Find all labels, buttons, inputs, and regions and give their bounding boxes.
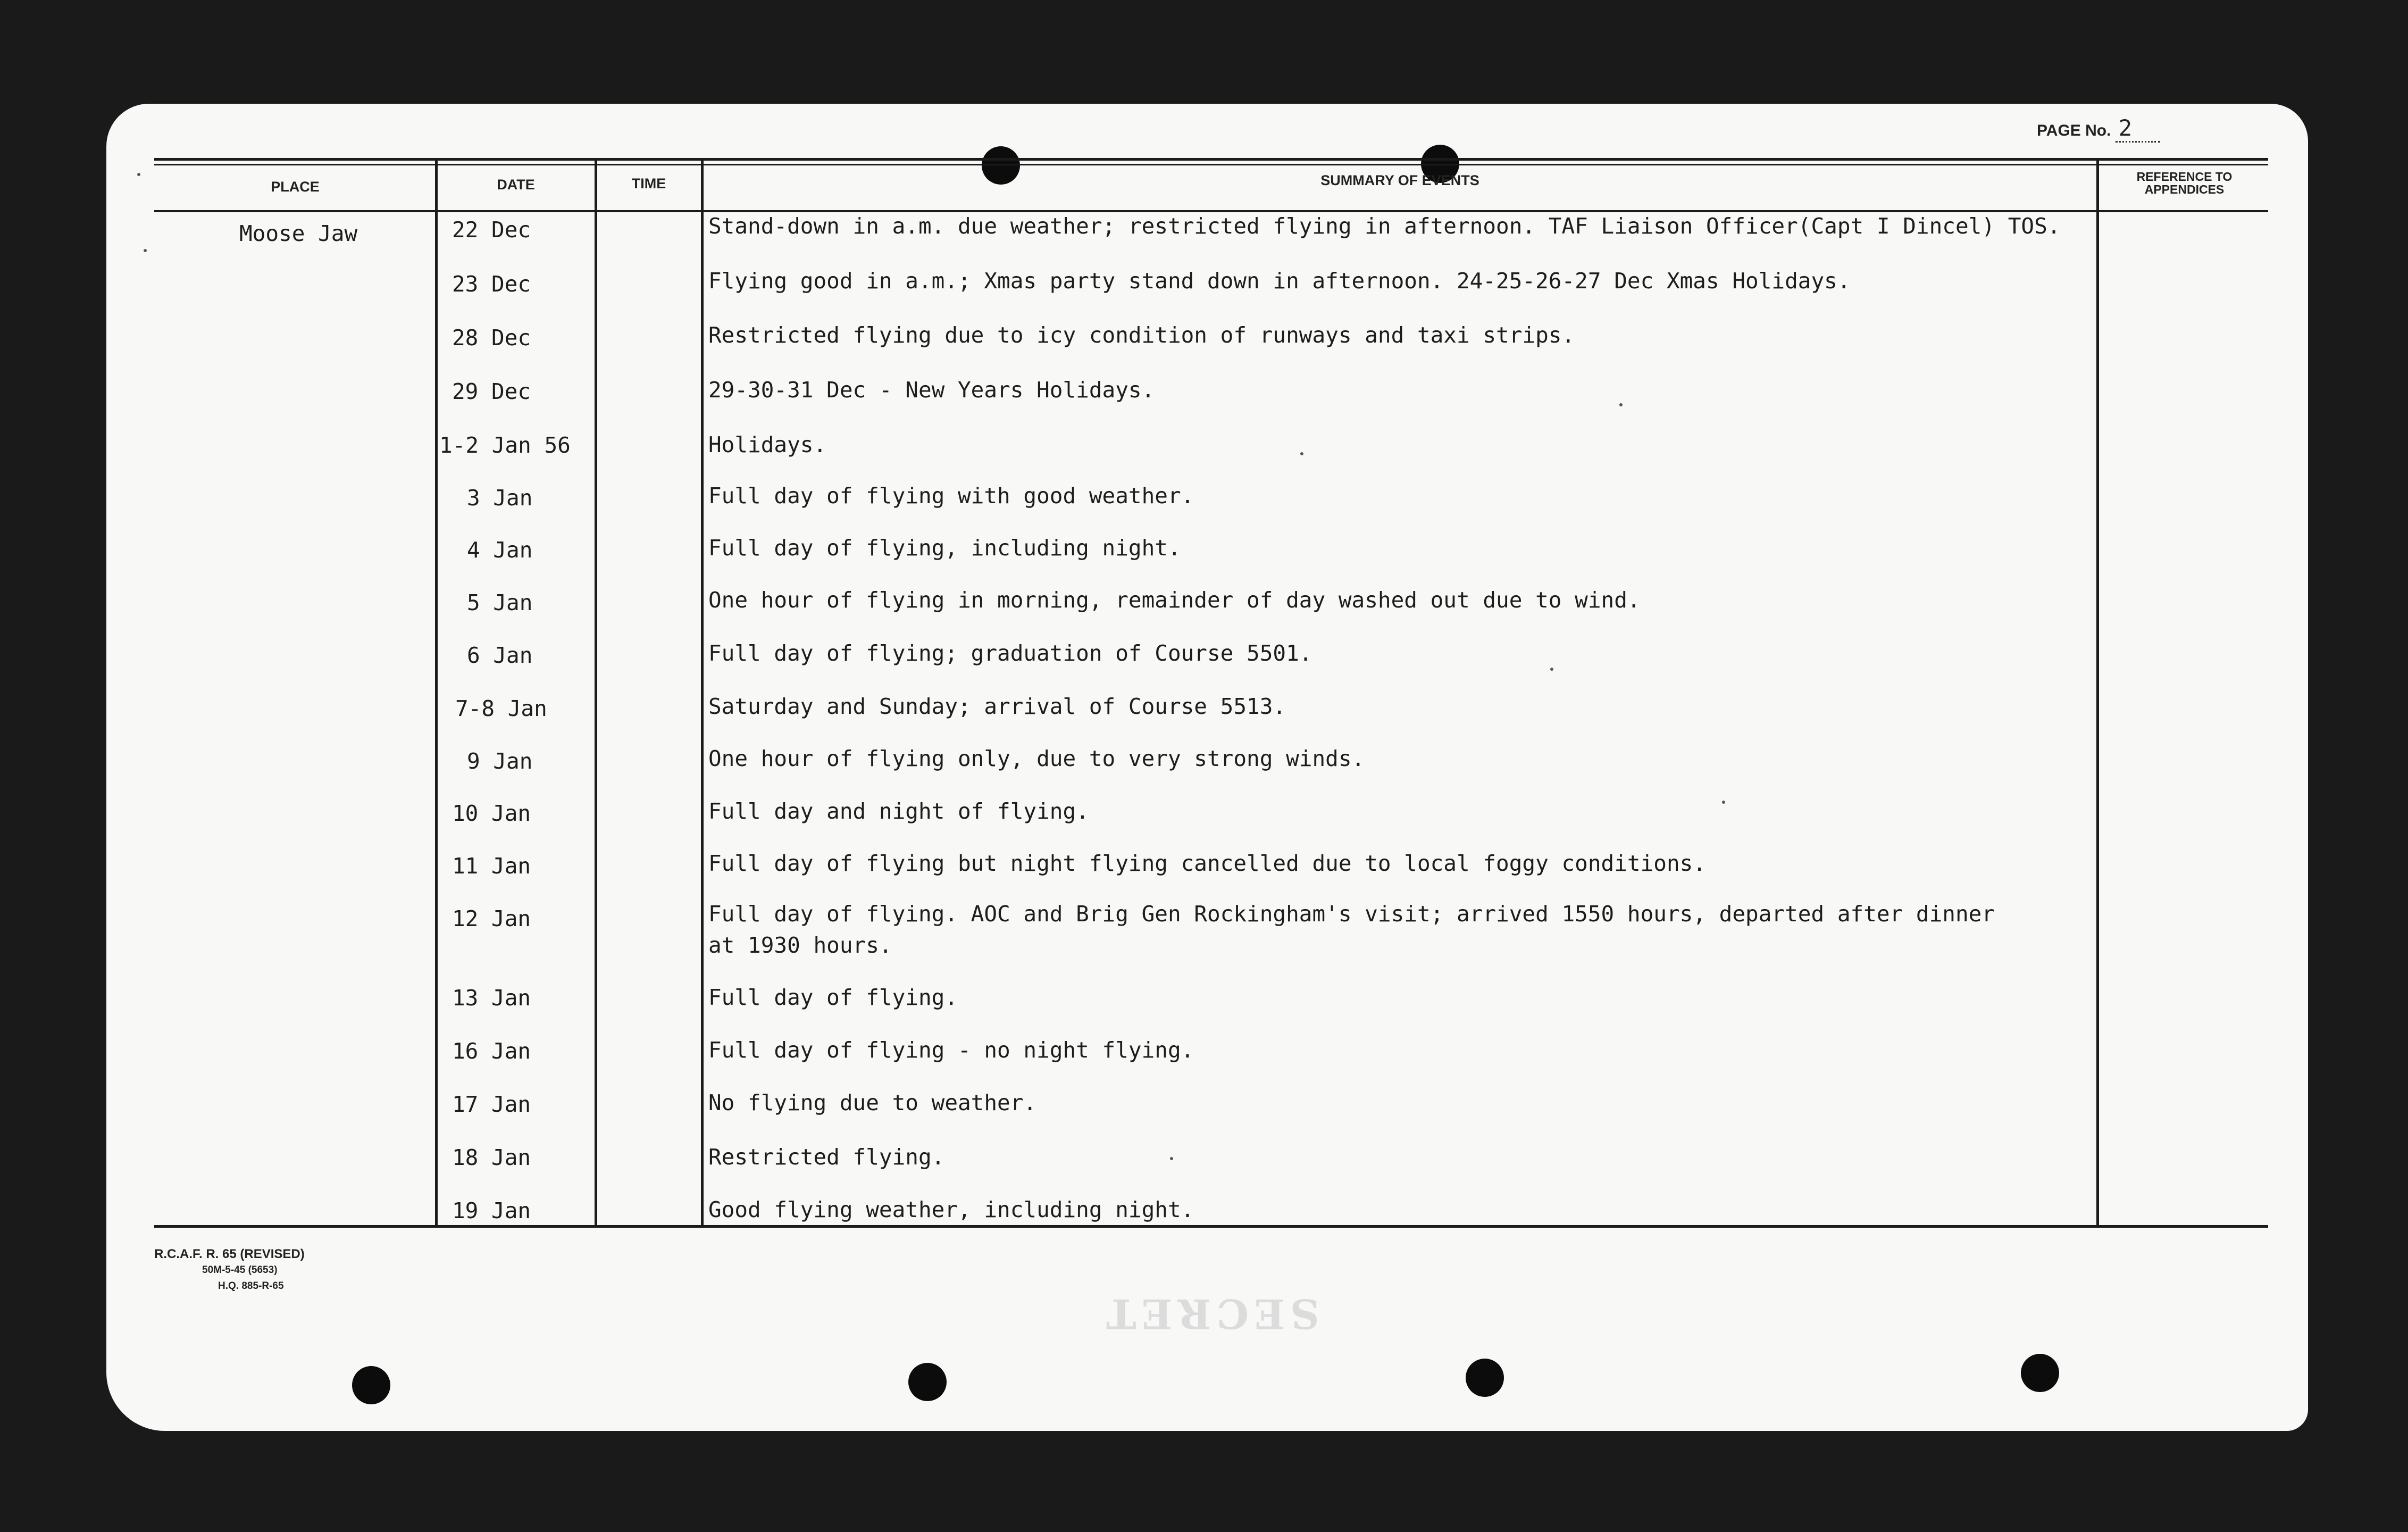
date-cell: 16 Jan: [452, 1038, 531, 1064]
summary-cell: Full day of flying. AOC and Brig Gen Rockingham's visit; arrived 1550 hours, departed after dinner: [708, 901, 1995, 927]
column-divider-summary: [2096, 160, 2099, 1228]
table-bottom-rule: [154, 1225, 2268, 1228]
form-number: R.C.A.F. R. 65 (REVISED): [154, 1247, 305, 1261]
summary-cell: Restricted flying.: [708, 1144, 945, 1170]
secret-stamp-bleedthrough: SECRET: [1101, 1290, 1319, 1337]
date-cell: 19 Jan: [452, 1198, 531, 1223]
punch-hole: [2021, 1354, 2059, 1392]
summary-cell: Full day and night of flying.: [708, 798, 1089, 824]
column-divider-time: [701, 160, 704, 1228]
summary-cell: 29-30-31 Dec - New Years Holidays.: [708, 377, 1155, 403]
summary-cell: Flying good in a.m.; Xmas party stand down in afternoon. 24-25-26-27 Dec Xmas Holidays.: [708, 268, 1851, 294]
table-top-rule: [154, 158, 2268, 161]
paper-speck: [1722, 801, 1725, 804]
date-cell: 7-8 Jan: [455, 696, 547, 721]
page-number: [2037, 115, 2160, 143]
summary-cell: Full day of flying; graduation of Course 5501.: [708, 640, 1312, 666]
paper-speck: [137, 173, 140, 176]
form-footer: [154, 1246, 305, 1294]
summary-cell: Stand-down in a.m. due weather; restricted flying in afternoon. TAF Liaison Officer(Capt I Dincel) TOS.: [708, 213, 2061, 239]
summary-cell: Good flying weather, including night.: [708, 1197, 1194, 1222]
date-cell: 10 Jan: [452, 801, 531, 826]
date-cell: 29 Dec: [452, 379, 531, 404]
header-place: PLACE: [271, 179, 320, 195]
paper-speck: [1300, 452, 1303, 455]
summary-cell: No flying due to weather.: [708, 1090, 1037, 1115]
form-hq-reference: H.Q. 885-R-65: [218, 1280, 284, 1292]
place-cell: Moose Jaw: [239, 221, 358, 246]
date-cell: 12 Jan: [452, 906, 531, 931]
date-cell: 4 Jan: [467, 537, 533, 563]
date-cell: 1-2 Jan 56: [439, 432, 571, 458]
paper-speck: [1170, 1157, 1173, 1160]
date-cell: 22 Dec: [452, 217, 531, 243]
summary-cell: Full day of flying but night flying cancelled due to local foggy conditions.: [708, 851, 1706, 876]
table-top-rule-inner: [154, 164, 2268, 165]
summary-cell: One hour of flying in morning, remainder of day washed out due to wind.: [708, 587, 1641, 613]
summary-cell: Full day of flying, including night.: [708, 535, 1181, 561]
header-reference-line2: APPENDICES: [2144, 182, 2225, 196]
summary-cell: Full day of flying - no night flying.: [708, 1037, 1194, 1063]
date-cell: 28 Dec: [452, 325, 531, 351]
header-time: TIME: [631, 176, 666, 192]
header-date: DATE: [497, 177, 535, 193]
summary-cell-continuation: at 1930 hours.: [708, 932, 892, 958]
summary-cell: Holidays.: [708, 432, 827, 457]
punch-hole: [908, 1363, 947, 1401]
column-divider-date: [595, 160, 597, 1228]
page-number-value: 2: [2116, 115, 2160, 143]
date-cell: 3 Jan: [467, 485, 533, 511]
summary-cell: One hour of flying only, due to very strong winds.: [708, 746, 1365, 771]
page-number-label: PAGE No.: [2037, 122, 2111, 139]
summary-cell: Restricted flying due to icy condition of runways and taxi strips.: [708, 322, 1575, 348]
punch-hole: [352, 1366, 390, 1404]
summary-cell: Full day of flying.: [708, 985, 958, 1010]
date-cell: 17 Jan: [452, 1092, 531, 1117]
column-divider-place: [435, 160, 438, 1228]
header-reference: [2101, 170, 2268, 196]
date-cell: 13 Jan: [452, 985, 531, 1011]
date-cell: 11 Jan: [452, 853, 531, 879]
summary-cell: Saturday and Sunday; arrival of Course 5513.: [708, 694, 1286, 719]
date-cell: 9 Jan: [467, 748, 533, 774]
paper-speck: [144, 249, 147, 252]
header-reference-line1: REFERENCE TO: [2136, 170, 2233, 184]
paper-speck: [1619, 403, 1623, 406]
form-print-run: 50M-5-45 (5653): [202, 1264, 278, 1276]
date-cell: 18 Jan: [452, 1145, 531, 1170]
date-cell: 6 Jan: [467, 643, 533, 668]
header-summary: SUMMARY OF EVENTS: [1320, 172, 1479, 188]
date-cell: 5 Jan: [467, 590, 533, 615]
paper-speck: [1550, 668, 1553, 671]
summary-cell: Full day of flying with good weather.: [708, 483, 1194, 509]
punch-hole: [1466, 1359, 1504, 1397]
date-cell: 23 Dec: [452, 271, 531, 297]
